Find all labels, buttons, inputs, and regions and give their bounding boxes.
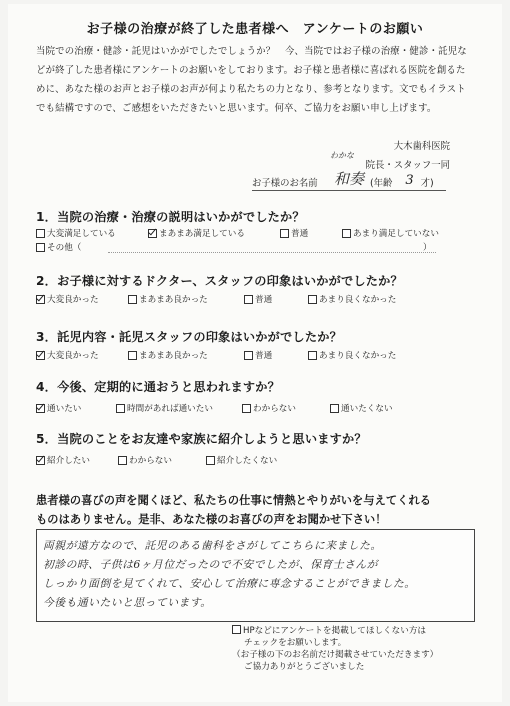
optout-line-1: HPなどにアンケートを掲載してほしくない方は: [243, 626, 427, 636]
optout-checkbox[interactable]: [232, 625, 241, 634]
checkbox[interactable]: [36, 229, 45, 238]
checkbox-checked[interactable]: [36, 295, 45, 304]
checkbox[interactable]: [244, 351, 253, 360]
checkbox[interactable]: [308, 351, 317, 360]
q4-option-unsure[interactable]: わからない: [242, 402, 330, 414]
q2-option-somewhat-good[interactable]: まあまあ良かった: [128, 293, 244, 305]
comment-box[interactable]: [36, 529, 475, 622]
child-info-underline: [252, 190, 446, 191]
intro-paragraph: 当院での治療・健診・託児はいかがでしたでしょうか？ 今、当院ではお子様の治療・健診・託児などが終了した患者様にアンケートのお願いをしております。お子様と患者様に喜ばれる医院を創るために、あなた様のお声とお子様のお声が何より私たちの力となり、参考となります。文でもイラストでも結構ですので、ご感想をいただきたいと思います。何卒、ご協力をお願い申し上げます。: [36, 46, 467, 114]
checkbox-checked[interactable]: [36, 351, 45, 360]
checkbox[interactable]: [36, 243, 45, 252]
checkbox[interactable]: [206, 456, 215, 465]
checkbox-checked[interactable]: [36, 456, 45, 465]
checkbox[interactable]: [128, 351, 137, 360]
checkbox-checked[interactable]: [148, 229, 157, 238]
closing-message: [36, 491, 476, 529]
checkbox[interactable]: [280, 229, 289, 238]
child-name-reading: わかな: [330, 151, 354, 160]
other-close-paren: ）: [423, 243, 432, 253]
question-5-options: [36, 454, 277, 466]
closing-line-1: 患者様の喜びの声を聞くほど、私たちの仕事に情熱とやりがいを与えてくれる: [36, 494, 432, 507]
comment-line-1: 両親が遠方なので、託児のある歯科をさがしてこちらに来ました。: [43, 539, 382, 552]
checkbox-checked[interactable]: [36, 404, 45, 413]
checkbox[interactable]: [242, 404, 251, 413]
q3-option-normal[interactable]: 普通: [244, 349, 308, 361]
optout-line-3: （お子様の下のお名前だけ掲載させていただきます）: [232, 650, 439, 660]
closing-line-2: ものはありません。是非、あなた様のお喜びの声をお聞かせ下さい！: [36, 513, 387, 526]
child-name-label: お子様のお名前: [252, 178, 318, 189]
q1-option-normal[interactable]: 普通: [280, 227, 342, 239]
publish-optout: [232, 625, 472, 673]
checkbox[interactable]: [128, 295, 137, 304]
q1-option-somewhat-satisfied[interactable]: まあまあ満足している: [148, 227, 280, 239]
question-3-title: 3．託児内容・託児スタッフの印象はいかがでしたか？: [36, 330, 342, 344]
other-write-line[interactable]: [108, 252, 436, 253]
q3-option-not-good[interactable]: あまり良くなかった: [308, 349, 396, 361]
child-age-field[interactable]: [370, 175, 452, 190]
question-5-title: 5．当院のことをお友達や家族に紹介しようと思いますか？: [36, 432, 367, 446]
q5-option-unsure[interactable]: わからない: [118, 454, 206, 466]
q2-option-not-good[interactable]: あまり良くなかった: [308, 293, 396, 305]
question-2-title: 2．お子様に対するドクター、スタッフの印象はいかがでしたか？: [36, 274, 403, 288]
question-2-options: [36, 293, 396, 305]
optout-line-2: チェックをお願いします。: [244, 638, 347, 648]
q4-option-yes[interactable]: 通いたい: [36, 402, 116, 414]
checkbox[interactable]: [330, 404, 339, 413]
question-1-title: 1．当院の治療・治療の説明はいかがでしたか？: [36, 210, 305, 224]
clinic-name: 大木歯科医院: [393, 141, 450, 152]
q3-option-somewhat-good[interactable]: まあまあ良かった: [128, 349, 244, 361]
question-4-title: 4．今後、定期的に通おうと思われますか？: [36, 380, 281, 394]
question-1-options: [36, 227, 439, 239]
thanks-message: ご協力ありがとうございました: [244, 662, 365, 672]
q2-option-normal[interactable]: 普通: [244, 293, 308, 305]
checkbox[interactable]: [342, 229, 351, 238]
q1-option-very-satisfied[interactable]: 大変満足している: [36, 227, 148, 239]
age-prefix: (年齢: [370, 178, 393, 189]
checkbox[interactable]: [244, 295, 253, 304]
comment-line-3: しっかり面倒を見てくれて、安心して治療に専念することができました。: [43, 577, 416, 590]
q5-option-yes[interactable]: 紹介したい: [36, 454, 118, 466]
q1-option-not-satisfied[interactable]: あまり満足していない: [342, 227, 439, 239]
question-4-options: [36, 402, 393, 414]
checkbox[interactable]: [116, 404, 125, 413]
q4-option-if-time[interactable]: 時間があれば通いたい: [116, 402, 242, 414]
page-title: お子様の治療が終了した患者様へ アンケートのお願い: [86, 22, 424, 37]
question-3-options: [36, 349, 396, 361]
child-name-field[interactable]: 和奏: [334, 170, 365, 188]
q3-option-very-good[interactable]: 大変良かった: [36, 349, 128, 361]
checkbox[interactable]: [308, 295, 317, 304]
q4-option-no[interactable]: 通いたくない: [330, 402, 393, 414]
q1-option-other[interactable]: その他（: [36, 241, 81, 253]
age-suffix: 才): [420, 178, 434, 189]
comment-line-4: 今後も通いたいと思っています。: [43, 596, 212, 609]
q2-option-very-good[interactable]: 大変良かった: [36, 293, 128, 305]
q5-option-no[interactable]: 紹介したくない: [206, 454, 277, 466]
age-value: 3: [405, 173, 414, 188]
question-1-other: [36, 241, 81, 253]
staff-signature: 院長・スタッフ一同: [365, 160, 450, 171]
checkbox[interactable]: [118, 456, 127, 465]
comment-line-2: 初診の時、子供は6ヶ月位だったので不安でしたが、保育士さんが: [43, 558, 378, 571]
